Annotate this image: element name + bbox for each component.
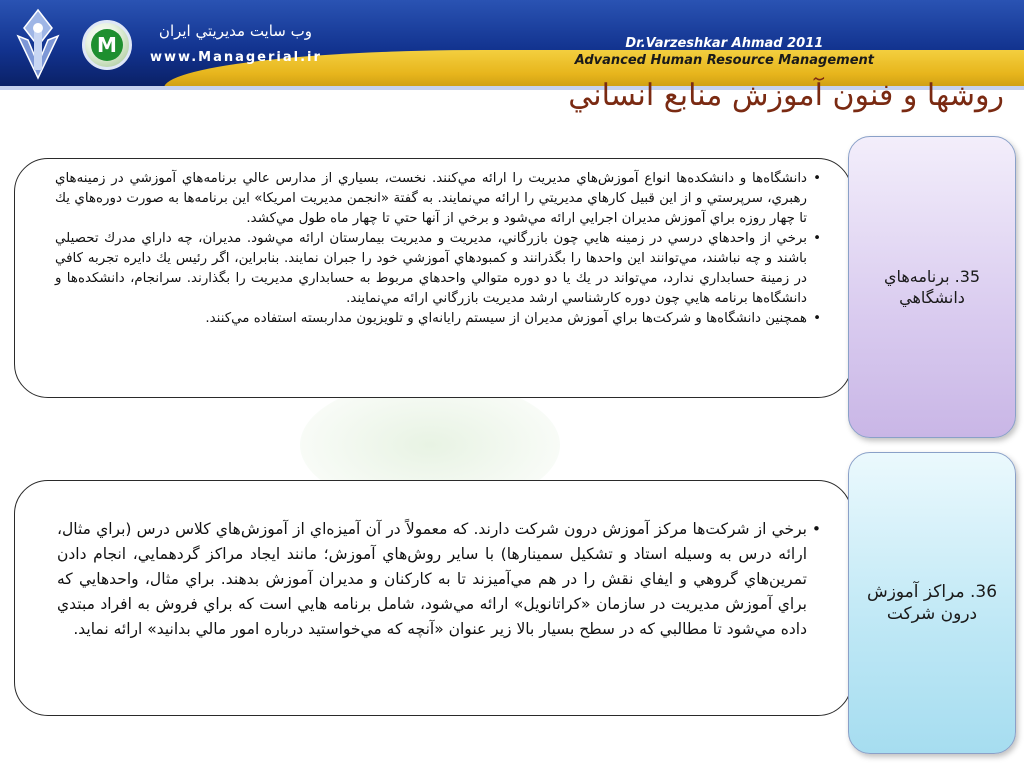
list-item: • همچنين دانشگاه‌ها و شركت‌ها براي آموزش مديران از سيستم رايانه‌اي و تلويزيون مداربسته استفاده مي‌كنند.	[55, 309, 821, 329]
header-credits	[575, 36, 874, 68]
content-box-in-house-centers	[14, 480, 852, 716]
course-label: Advanced Human Resource Management	[574, 53, 874, 68]
list-item: • برخي از شركت‌ها مركز آموزش درون شركت دارند. كه معمولاً در آن آميزه‌اي از آموزش‌هاي كلاس درس (براي مثال، ارائه درس به وسيله استاد و تشكيل سمينارها) با ساير روش‌هاي آموزش؛ مانند ايجاد مراكز گردهمايي، انجام دادن تمرين‌هاي گروهي و ايفاي نقش را در هم مي‌آميزند تا به كاركنان و مديران آموزش بدهند. براي مثال، واحدهايي كه براي آموزش مديريت در سازمان «كراتانويل» ارائه مي‌شود، شامل برنامه هايي است كه براي فروش به افراد مبتدي داده مي‌شود تا مطالبي كه در سطح بسيار بالا زير عنوان «آنچه كه مي‌خواستيد درباره امور مالي بدانيد» ارائه نمايد.	[57, 517, 821, 642]
managerial-logo-icon	[82, 20, 132, 70]
bullet-list	[57, 517, 821, 642]
site-name: وب سايت مديريتي ايران	[158, 22, 312, 40]
list-item: • دانشگاه‌ها و دانشكده‌ها انواع آموزش‌هاي مديريت را ارائه مي‌كنند. نخست، بسياري از مدارس عالي برنامه‌هاي آموزشي در زمينه‌هاي رهبري، سرپرستي و از اين قبيل كارهاي مديريتي را ارائه مي‌نمايند. به گفتة «انجمن مديريت امريكا» اين برنامه‌ها به صورت دوره‌هاي يك تا چهار روزه براي آموزش مديران اجرايي ارائه مي‌شود و برخي از آنها حتي تا چهار ماه طول مي‌كشد.	[55, 169, 821, 229]
section-label-university-programs	[848, 136, 1016, 438]
university-emblem-icon	[8, 6, 68, 86]
page-title: روشها و فنون آموزش منابع انساني	[568, 78, 1004, 113]
site-url: www.Managerial.ir	[150, 50, 322, 65]
content-box-university-programs	[14, 158, 852, 398]
logo-letter: M	[91, 29, 123, 61]
bullet-list	[55, 169, 821, 329]
section-label-in-house-centers	[848, 452, 1016, 754]
section-label-text: 35. برنامه‌هاي دانشگاهي	[883, 267, 981, 307]
section-label-text: 36. مراكز آموزش درون شركت	[866, 582, 998, 624]
list-item: • برخي از واحدهاي درسي در زمينه هايي چون بازرگاني، مديريت و مديريت بيمارستان ارائه مي‌شود. مديران، چه داراي مدرك تحصيلي باشند و چه نباشند، مي‌توانند اين واحدها را بگذرانند و كمبودهاي آموزشي خود را جبران نمايند. بنابراين، اگر رئيس يك دايره تجربه كافي در زمينة حسابداري ندارد، مي‌تواند در يك يا دو دوره متوالي واحدهاي مربوط به حسابداري مديريت را بگذارند. سرانجام، دانشكده‌ها و دانشگاه‌ها برنامه هايي چون دوره كارشناسي ارشد مديريت بازرگاني ارائه مي‌نمايند.	[55, 229, 821, 309]
author-label: Dr.Varzeshkar Ahmad 2011	[625, 36, 824, 51]
header-banner	[0, 0, 1024, 90]
